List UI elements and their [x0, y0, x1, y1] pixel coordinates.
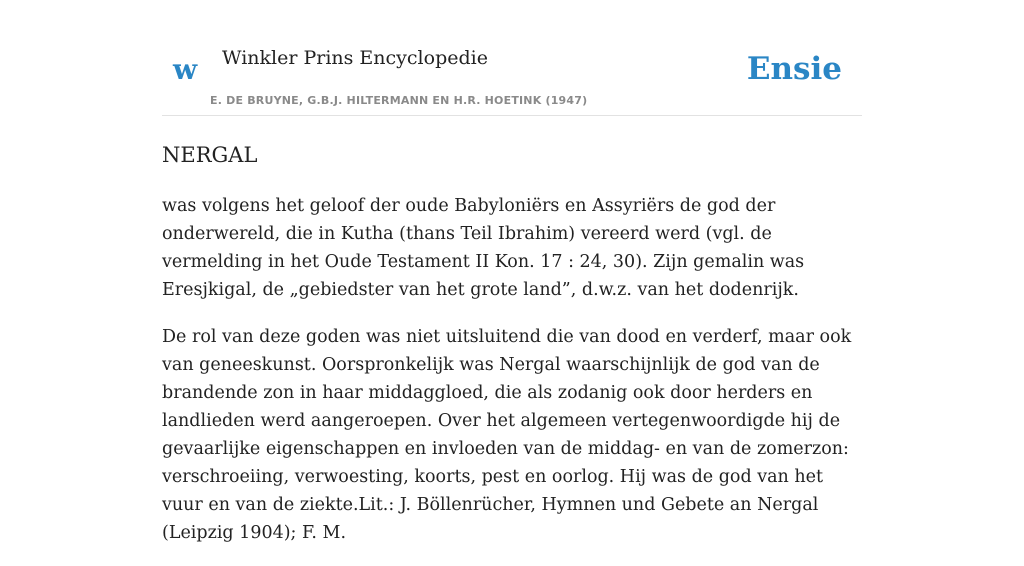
encyclopedia-title[interactable]: Winkler Prins Encyclopedie: [222, 47, 488, 69]
article-body: [162, 192, 862, 566]
site-header: [162, 36, 862, 116]
article-paragraph: was volgens het geloof der oude Babyloniërs en Assyriërs de god der onderwereld, die in Kutha (thans Teil Ibrahim) vereerd werd (vgl. de vermelding in het Oude Testament II Kon. 17 : 24, 30). Zijn gemalin was Eresjkigal, de „gebiedster van het grote land”, d.w.z. van het dodenrijk.: [162, 196, 805, 300]
winkler-prins-logo[interactable]: w: [173, 53, 198, 86]
ensie-logo[interactable]: Ensie: [746, 51, 842, 87]
authors-line: E. DE BRUYNE, G.B.J. HILTERMANN EN H.R. HOETINK (1947): [210, 94, 588, 107]
article-headword: NERGAL: [162, 143, 258, 167]
article-paragraph: De rol van deze goden was niet uitsluitend die van dood en verderf, maar ook van geneeskunst. Oorspronkelijk was Nergal waarschijnlijk de god van de brandende zon in haar middaggloed, die als zodanig ook door herders en landlieden werd aangeroepen. Over het algemeen vertegenwoordigde hij de gevaarlijke eigenschappen en invloeden van de middag- en van de zomerzon: verschroeiing, verwoesting, koorts, pest en oorlog. Hij was de god van het vuur en van de ziekte.Lit.: J. Böllenrücher, Hymnen und Gebete an Nergal (Leipzig 1904); F. M.: [162, 327, 852, 543]
